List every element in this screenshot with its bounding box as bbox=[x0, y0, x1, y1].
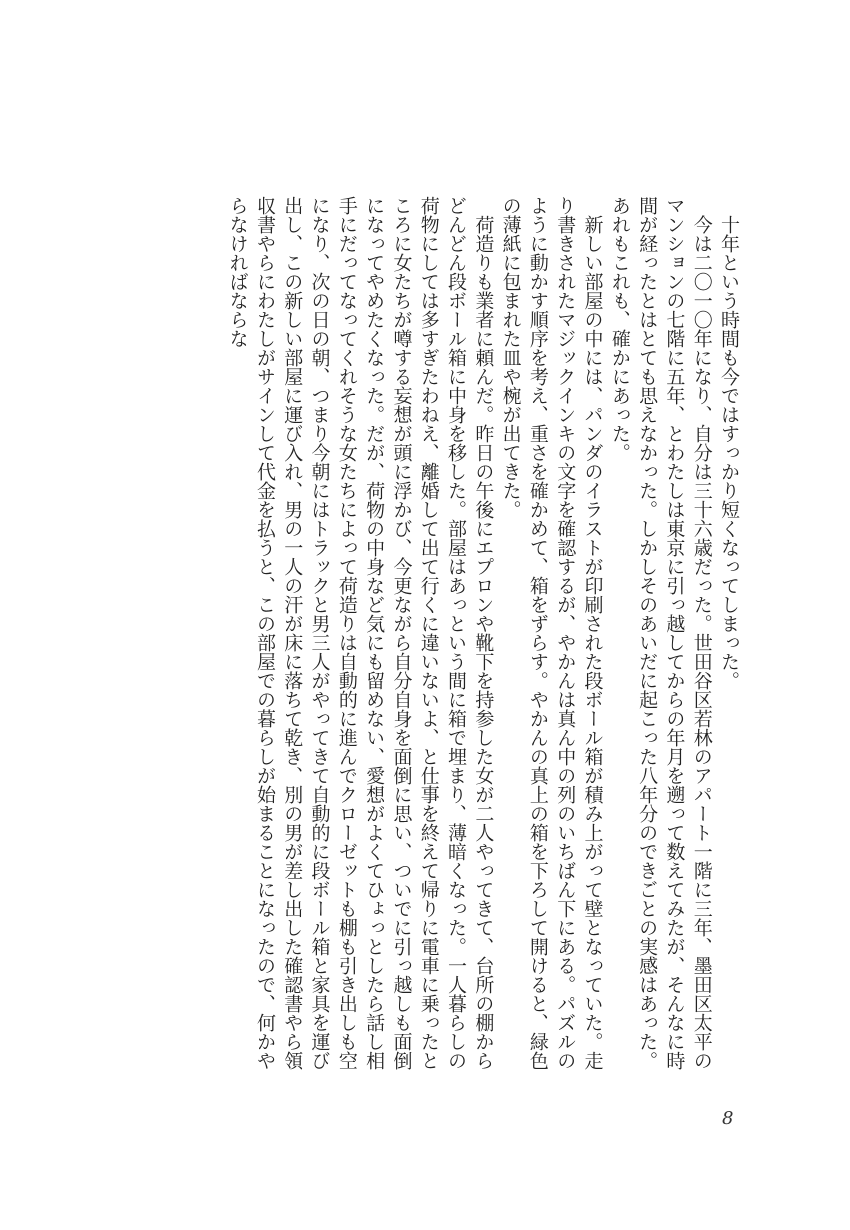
page-number: 8 bbox=[722, 1108, 734, 1129]
paragraph-4: 荷造りも業者に頼んだ。昨日の午後にエプロンや靴下を持参した女が二人やってきて、台所の棚からどんどん段ボール箱に中身を移した。部屋はあっという間に箱で埋まり、薄暗くなった。一人暮らしの荷物にしては多すぎたわねえ、離婚して出て行くに違いないよ、と仕事を終えて帰りに電車に乗ったところに女たちが噂する妄想が頭に浮かび、今更ながら自分自身を面倒に思い、ついでに引っ越しも面倒になってやめたくなった。だが、荷物の中身など気にも留めない、愛想がよくてひょっとしたら話し相手にだってなってくれそうな女たちによって荷造りは自動的に進んでクローゼットも棚も引き出しも空になり、次の日の朝、つまり今朝にはトラックと男三人がやってきて自動的に段ボール箱と家具を運び出し、この新しい部屋に運び入れ、男の一人の汗が床に落ちて乾き、別の男が差し出した確認書やら領収書やらにわたしがサインして代金を払うと、この部屋での暮らしが始まることになったので、何かやらなければならな bbox=[226, 196, 495, 1070]
paragraph-2: 今は二〇一〇年になり、自分は三十六歳だった。世田谷区若林のアパート一階に三年、墨田区太平のマンションの七階に五年、とわたしは東京に引っ越してからの年月を遡って数えてみたが、そんなに時間が経ったとはとても思えなかった。しかしそのあいだに起こった八年分のできごとの実感はあった。あれもこれも、確かにあった。 bbox=[608, 196, 713, 1070]
body-text bbox=[223, 196, 742, 1076]
paragraph-3: 新しい部屋の中には、パンダのイラストが印刷された段ボール箱が積み上がって壁となっていた。走り書きされたマジックインキの文字を確認するが、やかんは真ん中の列のいちばん下にある。パズルのように動かす順序を考え、重さを確かめて、箱をずらす。やかんの真上の箱を下ろして開けると、緑色の薄紙に包まれた皿や椀が出てきた。 bbox=[499, 196, 604, 1070]
paragraph-1: 十年という時間も今ではすっかり短くなってしまった。 bbox=[718, 215, 740, 690]
